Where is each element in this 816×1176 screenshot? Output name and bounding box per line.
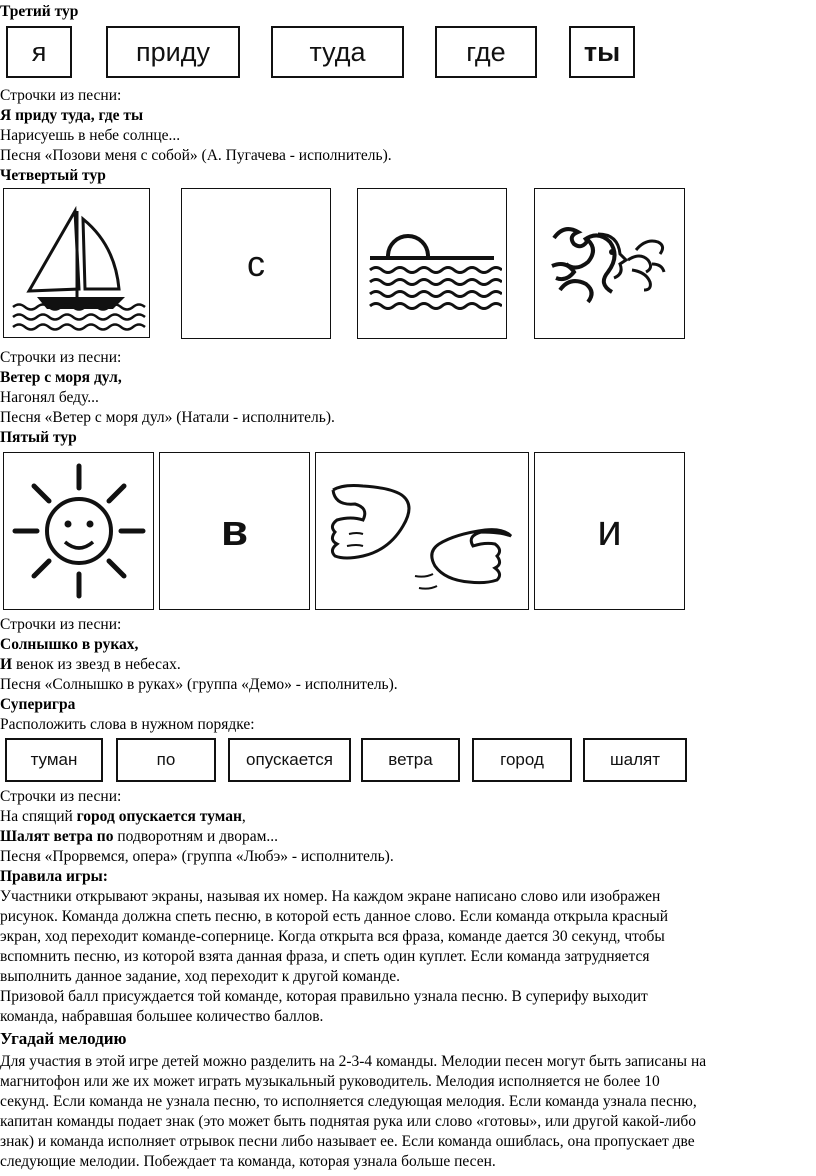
lyric-rest: венок из звезд в небесах. — [12, 656, 181, 673]
sun-icon — [7, 456, 151, 606]
lyric-bold-part: И — [0, 656, 13, 673]
picture-card — [357, 188, 507, 339]
melody-line: следующие мелодии. Побеждает та команда, которая узнала больше песен. — [0, 1153, 496, 1170]
picture-card — [159, 452, 310, 610]
lyric-rest: подворотням и дворам... — [113, 828, 279, 845]
round5-heading: Пятый тур — [0, 429, 77, 446]
letter-c: с — [247, 242, 265, 284]
letter-v: в — [220, 506, 249, 555]
word-card — [569, 26, 635, 78]
word-card-text: город — [500, 750, 544, 769]
round4-heading: Четвертый тур — [0, 167, 106, 184]
picture-card — [3, 188, 150, 338]
hands-icon — [319, 456, 525, 606]
sunset-icon — [362, 194, 502, 334]
wind-icon — [540, 194, 680, 334]
word-card-text: ветра — [388, 750, 433, 769]
picture-card — [315, 452, 529, 610]
word-card-text: туман — [30, 750, 78, 769]
melody-line: секунд. Если команда не узнала песню, то исполняется следующая мелодия. Если команда узнала песню, — [0, 1093, 697, 1110]
rules-line: вспомнить песню, из которой взята данная фраза, и спеть один куплет. Если команда затрудняется — [0, 948, 650, 965]
lyric-line: Я приду туда, где ты — [0, 107, 144, 124]
sailboat-icon — [7, 193, 147, 333]
word-card — [6, 26, 72, 78]
song-credit: Песня «Солнышко в руках» (группа «Демо» - исполнитель). — [0, 676, 398, 693]
word-card-text: туда — [309, 36, 366, 67]
lyric-line: Нарисуешь в небе солнце... — [0, 127, 181, 144]
song-credit: Песня «Позови меня с собой» (А. Пугачева - исполнитель). — [0, 147, 392, 164]
lyric-pre: На спящий — [0, 808, 77, 825]
song-credit: Песня «Ветер с моря дул» (Натали - исполнитель). — [0, 409, 335, 426]
word-card — [228, 738, 351, 782]
lyric-bold-part: Шалят ветра по — [0, 828, 114, 845]
picture-card — [534, 452, 685, 610]
rules-heading: Правила игры: — [0, 868, 108, 885]
word-card — [435, 26, 537, 78]
rules-line: Участники открывают экраны, называя их номер. На каждом экране написано слово или изображен — [0, 888, 661, 905]
word-card — [5, 738, 103, 782]
lyric-line: Нагонял беду... — [0, 389, 99, 406]
rules-line: команда, набравшая большее количество баллов. — [0, 1008, 324, 1025]
letter-i: и — [597, 506, 622, 555]
picture-card — [3, 452, 154, 610]
lyric-line: Ветер с моря дул, — [0, 369, 122, 386]
word-card — [271, 26, 404, 78]
melody-line: Для участия в этой игре детей можно разделить на 2-3-4 команды. Мелодии песен могут быть записаны на — [0, 1053, 707, 1070]
word-card-text: я — [31, 36, 47, 67]
lyric-line — [0, 827, 278, 846]
word-card-text: ты — [583, 36, 621, 67]
picture-card — [534, 188, 685, 339]
rules-line: рисунок. Команда должна спеть песню, в которой есть данное слово. Если команда открыла красный — [0, 908, 669, 925]
word-card-text: шалят — [609, 750, 660, 769]
lyric-bold-part: город опускается туман — [76, 808, 242, 825]
word-card-text: приду — [136, 36, 210, 67]
rules-line: Призовой балл присуждается той команде, которая правильно узнала песню. В суперифу выходит — [0, 988, 648, 1005]
melody-line: магнитофон или же их может играть музыкальный руководитель. Мелодия исполняется не более 10 — [0, 1073, 660, 1090]
lyric-post: , — [241, 808, 246, 825]
song-credit: Песня «Прорвемся, опера» (группа «Любэ» - исполнитель). — [0, 848, 394, 865]
lyric-line — [0, 655, 181, 674]
word-card-text: по — [156, 750, 176, 769]
melody-heading: Угадай мелодию — [0, 1029, 127, 1048]
rules-line: экран, ход переходит команде-сопернице. Когда открыта вся фраза, команде дается 30 секунд, чтобы — [0, 928, 665, 945]
lyric-line: Солнышко в руках, — [0, 636, 139, 653]
lines-label: Строчки из песни: — [0, 87, 122, 104]
word-card — [361, 738, 460, 782]
round3-heading: Третий тур — [0, 3, 79, 20]
rules-line: выполнить данное задание, ход переходит к другой команде. — [0, 968, 400, 985]
melody-line: знак) и команда исполняет отрывок песни либо называет ее. Если команда ошиблась, она пропускает две — [0, 1133, 695, 1150]
word-card — [472, 738, 572, 782]
word-card — [106, 26, 240, 78]
lines-label: Строчки из песни: — [0, 616, 122, 633]
supergame-instruction: Расположить слова в нужном порядке: — [0, 716, 255, 733]
lines-label: Строчки из песни: — [0, 788, 122, 805]
word-card — [116, 738, 216, 782]
word-card — [583, 738, 687, 782]
lines-label: Строчки из песни: — [0, 349, 122, 366]
picture-card — [181, 188, 331, 339]
word-card-text: где — [466, 36, 506, 67]
supergame-heading: Суперигра — [0, 696, 76, 713]
word-card-text: опускается — [246, 750, 333, 769]
lyric-line — [0, 807, 246, 826]
melody-line: капитан команды подает знак (это может быть поднятая рука или слово «готовы», или другой какой-либо — [0, 1113, 697, 1130]
